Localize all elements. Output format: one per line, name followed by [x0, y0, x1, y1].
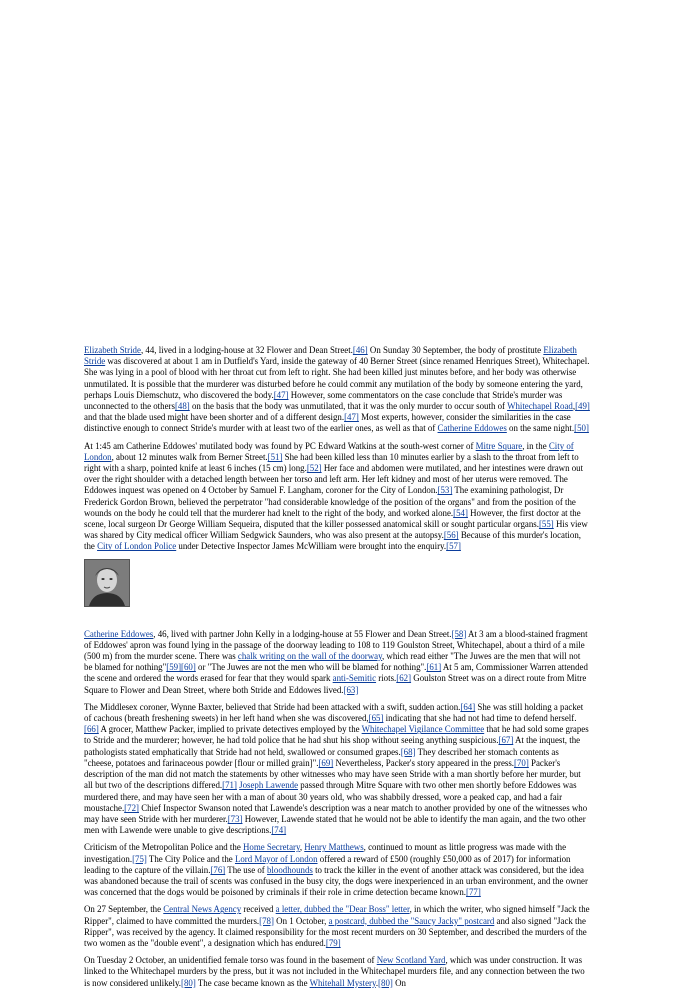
body-text: At 1:45 am Catherine Eddowes' mutilated body was found by PC Edward Watkins at the south-west corner of — [84, 440, 476, 451]
body-text: to track the killer in the event of another attack was considered, but the idea was abandoned because the trail of scents was confused in the busy city, the dogs were inexperienced in an urban environment, and the owner was concerned that the dogs would be poisoned by criminals if their role in crime detection became known. — [84, 864, 588, 898]
body-text: Goulston Street was on a direct route from Mitre Square to Flower and Dean Street, where both Stride and Eddowes lived. — [84, 673, 587, 695]
body-text: At 5 am, Commissioner Warren attended the scene and ordered the words erased for fear that they would spark — [84, 662, 588, 684]
citation-link[interactable]: [46] — [352, 345, 368, 355]
body-text: They described her stomach contents as "cheese, potatoes and farinaceous powder [flour or milled grain]". — [84, 746, 559, 768]
body-text: and also signed "Jack the Ripper", was received by the agency. It claimed responsibility for the most recent murders on 30 September, and described the murders of the two women as the "double event", a designation which has endured. — [84, 915, 587, 948]
body-text: On 1 October, — [273, 915, 329, 926]
citation-link[interactable]: [62] — [396, 673, 412, 684]
body-text: that he had sold some grapes to Stride and the murderer; however, he had told police that he had shut his shop without seeing anything suspicious. — [84, 724, 589, 746]
body-text: . — [375, 977, 379, 988]
citation-link[interactable]: [47] — [273, 389, 289, 400]
body-text: On — [392, 977, 406, 988]
body-text: , in the — [522, 440, 549, 451]
wiki-link[interactable]: a letter, dubbed the "Dear Boss" letter — [275, 904, 410, 915]
body-text: and that the blade used might have been shorter and of a different design. — [84, 412, 345, 423]
body-text: The City Police and the — [146, 853, 235, 864]
body-text: A grocer, Matthew Packer, implied to private detectives employed by the — [98, 724, 362, 735]
body-text: , which was under construction. It was linked to the Whitechapel murders by the press, but it was not included in the Whitechapel murders file, and any connection between the two is now considered unlikely. — [84, 955, 585, 988]
body-text: or "The Juwes are not the men who will be blamed for nothing". — [195, 662, 427, 673]
wiki-link[interactable]: City of London Police — [97, 541, 177, 552]
citation-link[interactable]: [52] — [306, 463, 322, 474]
citation-link[interactable]: [78] — [259, 915, 274, 926]
citation-link[interactable]: [66] — [84, 724, 99, 735]
body-text: The examining pathologist, Dr Frederick Gordon Brown, believed the perpetrator "had considerable knowledge of the position of the organs" and from the position of the wounds on the body he could tell that the murderer had knelt to the right of the body, and worked alone. — [84, 485, 576, 518]
wiki-link[interactable]: a postcard, dubbed the "Saucy Jacky" postcard — [328, 915, 495, 926]
body-text: , — [572, 401, 576, 412]
paragraph-criticism — [84, 842, 590, 898]
paragraph-letters — [84, 904, 590, 949]
citation-link[interactable]: [47] — [344, 412, 359, 423]
body-text: The case became known as the — [195, 977, 310, 988]
body-text: , continued to mount as little progress was made with the investigation. — [84, 842, 567, 864]
body-text: However, some commentators on the case conclude that Stride's murder was unconnected to the others — [84, 389, 563, 412]
body-text: , in which the writer, who signed himself "Jack the Ripper", claimed to have committed the murders. — [84, 904, 590, 926]
citation-link[interactable]: [73] — [227, 813, 243, 824]
citation-link[interactable]: [54] — [453, 507, 468, 518]
citation-link[interactable]: [50] — [574, 423, 589, 434]
body-text: On Tuesday 2 October, an unidentified female torso was found in the basement of — [84, 955, 377, 966]
citation-link[interactable]: [79] — [325, 937, 341, 948]
citation-link[interactable]: [77] — [466, 887, 481, 898]
citation-link[interactable]: [72] — [124, 802, 139, 813]
wiki-link[interactable]: Whitehall Mystery — [309, 977, 376, 988]
paragraph-apron — [84, 629, 590, 696]
citation-link[interactable]: [71] — [222, 780, 237, 791]
body-text: She was still holding a packet of cachous (breath freshening sweets) in her left hand when she was discovered, — [84, 701, 584, 724]
citation-link[interactable]: [75] — [132, 853, 147, 864]
citation-link[interactable]: [57] — [446, 541, 461, 552]
citation-link[interactable]: [64] — [460, 701, 476, 712]
paragraph-coroner — [84, 702, 590, 836]
wiki-link[interactable]: Mitre Square — [475, 440, 523, 451]
citation-link[interactable]: [49] — [575, 401, 590, 412]
wiki-link[interactable]: chalk writing on the wall of the doorway — [237, 651, 382, 662]
body-text: However, Lawende stated that he would not be able to identify the man again, and the two other men with Lawende were unable to give descriptions. — [84, 813, 586, 836]
citation-link[interactable]: [61] — [426, 662, 442, 673]
citation-link[interactable]: [63] — [343, 684, 359, 695]
body-text: Her face and abdomen were mutilated, and her intestines were drawn out over the right shoulder with a detached length between her torso and left arm. Her left kidney and most of her uterus were removed. The Eddowes inquest was opened on 4 October by Samuel F. Langham, coroner for the City of London. — [84, 463, 584, 496]
body-text: , 44, lived in a lodging-house at 32 Flower and Dean Street. — [140, 345, 353, 355]
document-page — [84, 345, 590, 995]
body-text: The use of — [225, 864, 267, 875]
body-text: indicating that she had not had time to defend herself. — [383, 713, 577, 724]
citation-link[interactable]: [67] — [498, 735, 514, 746]
paragraph-eddowes-body — [84, 441, 590, 553]
citation-link[interactable]: [65] — [368, 713, 384, 724]
wiki-link[interactable]: Henry Matthews — [304, 842, 364, 853]
body-text: At 3 am a blood-stained fragment of Eddowes' apron was found lying in the passage of the doorway leading to 108 to 119 Goulston Street, Whitechapel, about a third of a mile (500 m) from the murder scene. There was — [84, 628, 588, 662]
body-text: , about 12 minutes walk from Berner Street. — [111, 451, 268, 462]
body-text: On 27 September, the — [84, 904, 164, 915]
wiki-link[interactable]: New Scotland Yard — [376, 955, 446, 966]
body-text: Nevertheless, Packer's story appeared in the press. — [333, 757, 515, 768]
wiki-link[interactable]: Home Secretary — [242, 842, 300, 853]
body-text: on the basis that the body was unmutilated, that it was the only murder to occur south of — [189, 401, 508, 412]
citation-link[interactable]: [68] — [400, 746, 416, 757]
body-text: Chief Inspector Swanson noted that Lawende's description was a near match to another provided by one of the witnesses who may have seen Stride with her murderer. — [84, 802, 588, 824]
wiki-link[interactable]: Elizabeth Stride — [84, 345, 141, 355]
body-text: was discovered at about 1 am in Dutfield's Yard, inside the gateway of 40 Berner Street (since renamed Henriques Street), Whitechapel. She was lying in a pool of blood with her throat cut from left to right. She had been killed just minutes before, and her body was otherwise unmutilated. It is possible that the murderer was disturbed before he could commit any mutilation of the body by someone entering the yard, perhaps Louis Diemschutz, who discovered the body. — [84, 356, 590, 400]
citation-link[interactable]: [69] — [318, 757, 334, 768]
body-text: Packer's description of the man did not match the statements by other witnesses who may have seen Stride with a man shortly before her murder, but all but two of the descriptions differed. — [84, 757, 581, 791]
citation-link[interactable]: [48] — [174, 401, 190, 412]
wiki-link[interactable]: Whitechapel Vigilance Committee — [361, 724, 485, 735]
body-text: received — [241, 904, 276, 915]
citation-link[interactable]: [59][60] — [166, 662, 196, 673]
citation-link[interactable]: [55] — [538, 519, 554, 530]
wiki-link[interactable]: Catherine Eddowes — [84, 628, 154, 639]
body-text: offered a reward of £500 (roughly £50,000 as of 2017) for information leading to the capture of the villain. — [84, 853, 571, 875]
body-text: , 46, lived with partner John Kelly in a lodging-house at 55 Flower and Dean Street. — [153, 628, 452, 639]
citation-link[interactable]: [70] — [514, 757, 529, 768]
body-text: riots. — [376, 673, 397, 684]
wiki-link[interactable]: Catherine Eddowes — [437, 423, 507, 434]
body-text: She had been killed less than 10 minutes earlier by a slash to the throat from left to right with a sharp, pointed knife at least 6 inches (15 cm) long. — [84, 451, 579, 474]
body-text: passed through Mitre Square with two other men shortly before Eddowes was murdered there, and may have seen her with a man of about 30 years old, who was shabbily dressed, wore a peaked cap, and had a fair moustache. — [84, 780, 577, 813]
body-text: Most experts, however, consider the similarities in the case distinctive enough to connect Stride's murder with at least two of the earlier ones, as well as that of — [84, 412, 571, 434]
citation-link[interactable]: [80] — [378, 977, 393, 988]
body-text: His view was shared by City medical officer William Sedgwick Saunders, who was also present at the autopsy. — [84, 519, 588, 541]
body-text: under Detective Inspector James McWilliam were brought into the enquiry. — [176, 541, 447, 552]
paragraph-stride — [84, 345, 590, 435]
citation-link[interactable]: [80] — [181, 977, 196, 988]
citation-link[interactable]: [58] — [451, 628, 467, 639]
body-text: At the inquest, the pathologists stated emphatically that Stride had not held, swallowed or consumed grapes. — [84, 735, 581, 757]
wiki-link[interactable]: anti-Semitic — [332, 673, 377, 684]
body-text: The Middlesex coroner, Wynne Baxter, believed that Stride had been attacked with a swift, sudden action. — [84, 701, 461, 712]
body-text: Because of this murder's location, the — [84, 530, 581, 552]
body-text: , — [299, 842, 305, 853]
citation-link[interactable]: [51] — [267, 451, 283, 462]
wiki-link[interactable]: Joseph Lawende — [239, 780, 299, 791]
citation-link[interactable]: [56] — [443, 530, 459, 541]
citation-link[interactable]: [76] — [210, 864, 226, 875]
citation-link[interactable]: [74] — [271, 825, 287, 836]
wiki-link[interactable]: Elizabeth Stride — [84, 345, 577, 367]
body-text: On Sunday 30 September, the body of prostitute — [367, 345, 544, 355]
body-text: on the same night. — [506, 423, 575, 434]
wiki-link[interactable]: bloodhounds — [266, 864, 313, 875]
wiki-link[interactable]: Lord Mayor of London — [234, 853, 318, 864]
body-text: Criticism of the Metropolitan Police and the — [84, 842, 243, 853]
body-text: However, the first doctor at the scene, local surgeon Dr George William Sequeira, disputed that the killer possessed anatomical skill or sought particular organs. — [84, 507, 581, 530]
portrait-photo-icon — [84, 559, 130, 607]
wiki-link[interactable]: Central News Agency — [163, 904, 242, 915]
wiki-link[interactable]: City of London — [84, 440, 574, 462]
paragraph-torso — [84, 955, 590, 989]
citation-link[interactable]: [53] — [437, 485, 453, 496]
wiki-link[interactable]: Whitechapel Road — [507, 401, 573, 412]
body-text: , which read either "The Juwes are the men that will not be blamed for nothing" — [84, 651, 581, 673]
